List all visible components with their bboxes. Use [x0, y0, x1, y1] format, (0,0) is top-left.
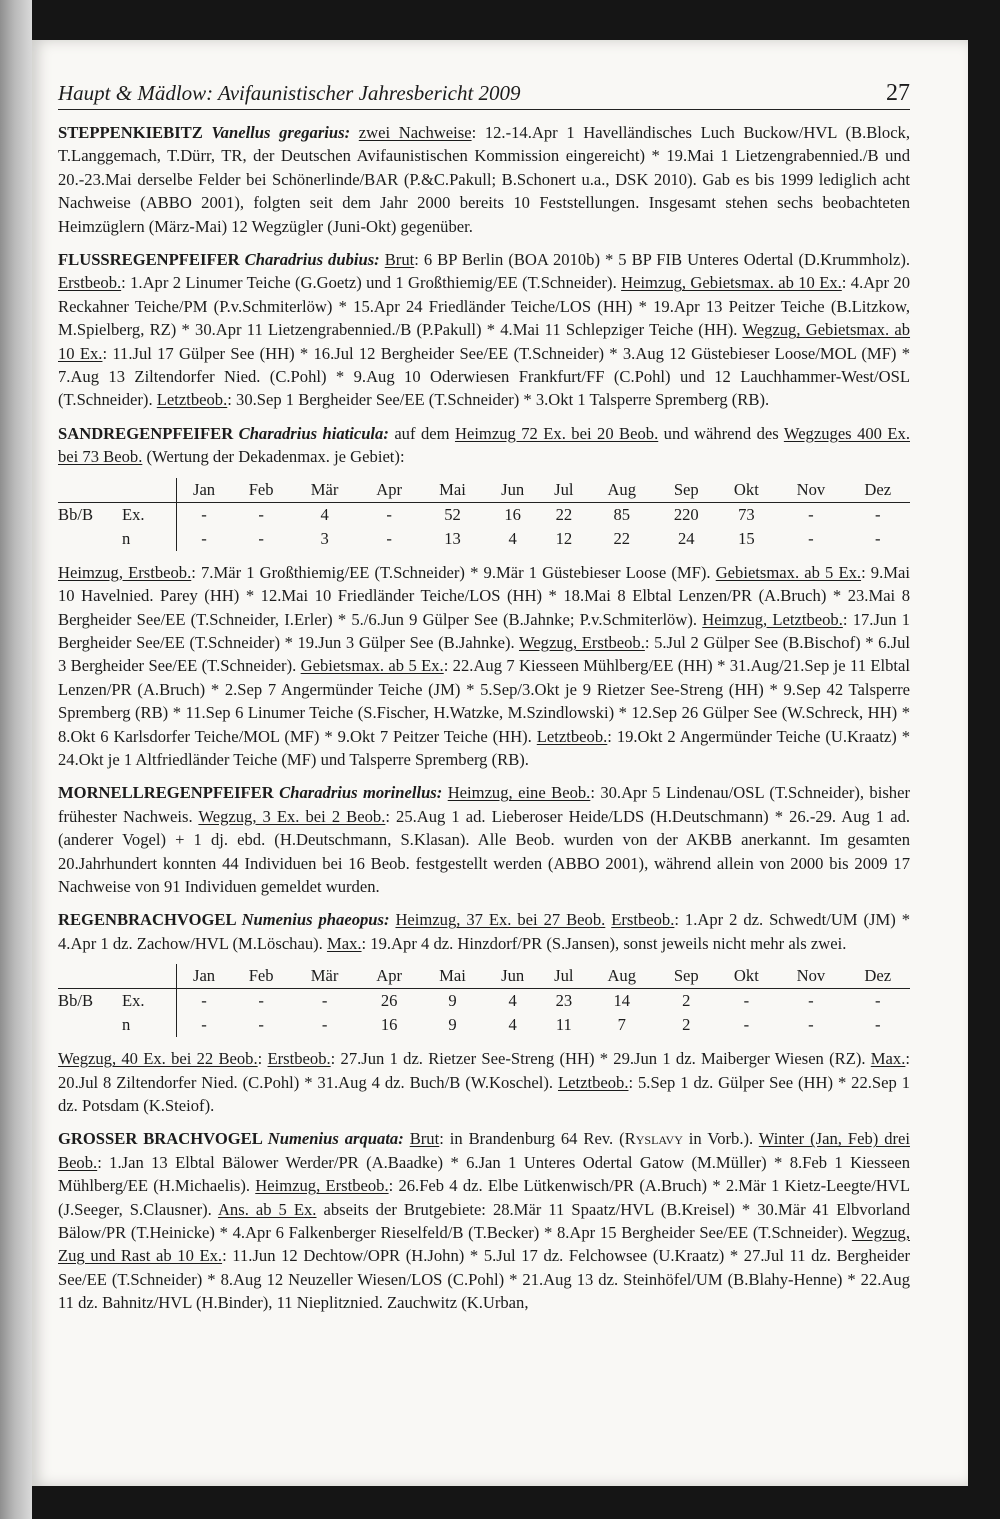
value-cell: 22 — [613, 528, 631, 548]
entry-grosser-brachvogel: GROSSER BRACHVOGEL Numenius arquata: Brut: in Brandenburg 64 Rev. (Ryslavy in Vorb.). Winter (Jan, Feb) drei Beob.: 1.Jan 13 Elbtal Bälower Werder/PR (A.Baadke) * 6.Jan 1 Unteres Odertal Gatow (M.Müller) * 8.Feb 1 Kiesseen Mühlberg/EE (H.Michaelis). Heimzug, Erstbeob.: 26.Feb 4 dz. Elbe Lütkenwisch/PR (A.Bruch) * 2.Mär 1 Kietz-Leegte/HVL (J.Seeger, S.Clausner). Ans. ab 5 Ex. abseits der Brutgebiete: 28.Mär 11 Spaatz/HVL (B.Kreisel) * 30.Mär 41 Elbvorland Bälow/PR (T.Heinicke) * 4.Apr 6 Falkenberger Rieselfeld/B (T.Becker) * 8.Apr 15 Bergheider See/EE (T.Schneider). Wegzug, Zug und Rast ab 10 Ex.: 11.Jun 12 Dechtow/OPR (H.John) * 5.Jul 17 dz. Felchowsee (U.Kraatz) * 27.Jul 11 dz. Bergheider See/EE (T.Schneider) * 8.Aug 12 Neuzeller Wiesen/LOS (C.Pohl) * 21.Aug 13 dz. Steinhöfel/UM (B.Blahy-Henne) * 22.Aug 11 dz. Bahnitz/HVL (H.Binder), 11 Nieplitznied. Zauchwitz (K.Urban, — [58, 1129, 911, 1313]
species-name: FLUSSREGENPFEIFER Charadrius dubius: — [58, 250, 380, 270]
monthly-table-sandregenpfeifer — [58, 478, 910, 551]
record-heading: Brut — [384, 250, 415, 270]
value-cell: 23 — [555, 991, 573, 1011]
value-cell: - — [201, 504, 207, 524]
value-cell: 16 — [380, 1015, 398, 1035]
month-cell: Aug — [587, 478, 656, 503]
record-heading: Winter (Jan, Feb) drei Beob. — [58, 1129, 910, 1172]
value-cell: - — [743, 1015, 750, 1035]
value-cell: 15 — [738, 528, 755, 548]
value-cell: - — [808, 991, 814, 1011]
entry-mornellregenpfeifer: MORNELLREGENPFEIFER Charadrius morinellus: Heimzug, eine Beob.: 30.Apr 5 Lindenau/OSL (T.Schneider), bisher frühester Nachweis. Wegzug, 3 Ex. bei 2 Beob.: 25.Aug 1 ad. Lieberoser Heide/LDS (H.Deutschmann) * 26.-29. Aug 1 ad. (anderer Vogel) + 1 dj. ebd. (H.Deutschmann, S.Klasan). Alle Beob. wurden von der AKBB anerkannt. Im gesamten 20.Jahrhundert konnten 44 Individuen bei 16 Beob. festgestellt werden (ABBO 2001), während allein von 2000 bis 2009 17 Nachweise von 91 Individuen gemeldet wurden. — [58, 783, 911, 896]
record-heading: Heimzug, eine Beob. — [447, 783, 591, 803]
row-label: n — [122, 1013, 177, 1037]
record-heading: Letztbeob. — [557, 1072, 629, 1092]
value-cell: 16 — [504, 504, 521, 524]
record-heading: Letztbeob. — [536, 726, 608, 746]
value-cell: - — [808, 504, 814, 524]
month-cell: Sep — [656, 964, 716, 989]
value-cell: 9 — [448, 991, 457, 1011]
month-cell: Mär — [291, 964, 358, 989]
monthly-table-regenbrachvogel — [58, 964, 910, 1037]
record-heading: Wegzug, Erstbeob. — [518, 632, 645, 652]
month-cell: Okt — [716, 478, 776, 503]
table-row — [58, 527, 910, 551]
region-cell: Bb/B — [58, 504, 94, 524]
record-heading: Wegzuges 400 Ex. bei 73 Beob. — [58, 423, 910, 467]
value-cell: 4 — [508, 528, 517, 548]
month-cell: Jan — [177, 964, 232, 989]
record-heading: zwei Nachweise — [358, 123, 472, 142]
month-cell: Mai — [420, 478, 485, 503]
value-cell: 4 — [508, 991, 517, 1011]
entry-regenbrachvogel-details: Wegzug, 40 Ex. bei 22 Beob.: Erstbeob.: 27.Jun 1 dz. Rietzer See-Streng (HH) * 29.Jun 1 dz. Maiberger Wiesen (RZ). Max.: 20.Jul 8 Ziltendorfer Nied. (C.Pohl) * 31.Aug 4 dz. Buch/B (W.Koschel). Letztbeob.: 5.Sep 1 dz. Gülper See (HH) * 22.Sep 1 dz. Potsdam (K.Steiof). — [58, 1049, 910, 1115]
month-cell: Mai — [420, 964, 485, 989]
entry-sandregenpfeifer: SANDREGENPFEIFER Charadrius hiaticula: auf dem Heimzug 72 Ex. bei 20 Beob. und während des Wegzuges 400 Ex. bei 73 Beob. (Wertung der Dekadenmax. je Gebiet): — [58, 423, 910, 467]
running-header — [58, 80, 910, 110]
record-heading: Heimzug, Gebietsmax. ab 10 Ex. — [621, 273, 842, 293]
value-cell: - — [258, 991, 264, 1011]
record-heading: Heimzug, Erstbeob. — [58, 562, 192, 582]
value-cell: - — [386, 504, 392, 524]
book-page — [32, 40, 968, 1486]
month-cell: Dez — [845, 478, 910, 503]
book-spine-shadow — [0, 0, 32, 1519]
value-cell: 26 — [380, 991, 398, 1011]
record-heading: Letztbeob. — [156, 390, 228, 410]
species-name: SANDREGENPFEIFER Charadrius hiaticula: — [58, 423, 389, 443]
month-cell: Jul — [540, 964, 587, 989]
value-cell: 73 — [738, 504, 755, 524]
month-cell: Okt — [716, 964, 776, 989]
month-cell: Jan — [177, 478, 232, 503]
species-name: STEPPENKIEBITZ Vanellus gregarius: — [58, 123, 351, 142]
region-cell: Bb/B — [58, 991, 94, 1011]
value-cell: - — [808, 528, 814, 548]
value-cell: 11 — [555, 1015, 572, 1035]
record-heading: Heimzug, 37 Ex. bei 27 Beob. — [395, 910, 606, 930]
value-cell: - — [258, 1015, 264, 1035]
table-row — [58, 502, 910, 527]
page-number: 27 — [886, 80, 910, 106]
month-cell: Apr — [358, 478, 420, 503]
record-heading: Heimzug, Erstbeob. — [255, 1176, 389, 1196]
value-cell: - — [386, 528, 392, 548]
value-cell: 14 — [613, 991, 631, 1011]
species-name: REGENBRACHVOGEL Numenius phaeopus: — [58, 910, 390, 930]
entry-sandregenpfeifer-details: Heimzug, Erstbeob.: 7.Mär 1 Großthiemig/EE (T.Schneider) * 9.Mär 1 Güstebieser Loose (MF). Gebietsmax. ab 5 Ex.: 9.Mai 10 Havelnied. Parey (HH) * 12.Mai 10 Friedländer Teiche/LOS (HH) * 18.Mai 8 Elbtal Lenzen/PR (A.Bruch) * 23.Mai 8 Bergheider See/EE (T.Schneider, I.Erler) * 5./6.Jun 9 Gülper See (B.Jahnke; P.v.Schmiterlöw). Heimzug, Letztbeob.: 17.Jun 1 Bergheider See/EE (T.Schneider) * 19.Jun 3 Gülper See (B.Jahnke). Wegzug, Erstbeob.: 5.Jul 2 Gülper See (B.Bischof) * 6.Jul 3 Bergheider See/EE (T.Schneider). Gebietsmax. ab 5 Ex.: 22.Aug 7 Kiesseen Mühlberg/EE (HH) * 31.Aug/21.Sep je 11 Elbtal Lenzen/PR (A.Bruch) * 2.Sep 7 Angermünder Teiche (JM) * 5.Sep/3.Okt je 9 Rietzer See-Streng (HH) * 9.Sep 42 Talsperre Spremberg (RB) * 11.Sep 6 Linumer Teiche (S.Fischer, H.Watzke, M.Szindlowski) * 12.Sep 26 Gülper See (W.Schreck, HH) * 8.Okt 6 Karlsdorfer Teiche/MOL (MF) * 9.Okt 7 Peitzer Teiche (HH). Letztbeob.: 19.Okt 2 Angermünder Teiche (U.Kraatz) * 24.Okt je 1 Altfriedländer Teiche (MF) und Talsperre Spremberg (RB). — [58, 562, 911, 769]
value-cell: - — [201, 528, 207, 548]
author-smallcaps: Ryslavy — [624, 1129, 683, 1149]
month-cell: Nov — [776, 478, 845, 503]
table-row — [58, 1013, 910, 1037]
entry-flussregenpfeifer: FLUSSREGENPFEIFER Charadrius dubius: Brut: 6 BP Berlin (BOA 2010b) * 5 BP FIB Unteres Odertal (D.Krummholz). Erstbeob.: 1.Apr 2 Linumer Teiche (G.Goetz) und 1 Großthiemig/EE (T.Schneider). Heimzug, Gebietsmax. ab 10 Ex.: 4.Apr 20 Reckahner Teiche/PM (P.v.Schmiterlöw) * 15.Apr 24 Friedländer Teiche/LOS (HH) * 19.Apr 13 Peitzer Teiche (B.Litzkow, M.Spielberg, RZ) * 30.Apr 11 Lietzengrabennied./B (P.Pakull) * 4.Mai 11 Schlepziger Teiche (HH). Wegzug, Gebietsmax. ab 10 Ex.: 11.Jul 17 Gülper See (HH) * 16.Jul 12 Bergheider See/EE (T.Schneider) * 3.Aug 12 Güstebieser Loose/MOL (MF) * 7.Aug 13 Ziltendorfer Nied. (C.Pohl) * 9.Aug 10 Oderwiesen Frankfurt/FF (C.Pohl) und 12 Lauchhammer-West/OSL (T.Schneider). Letztbeob.: 30.Sep 1 Bergheider See/EE (T.Schneider) * 3.Okt 1 Talsperre Spremberg (RB). — [58, 250, 911, 410]
value-cell: 4 — [508, 1015, 517, 1035]
table-header-row — [58, 964, 910, 989]
value-cell: - — [201, 991, 207, 1011]
value-cell: - — [874, 991, 881, 1011]
species-name: MORNELLREGENPFEIFER Charadrius morinellus: — [58, 783, 443, 803]
table-row — [58, 989, 910, 1014]
value-cell: 2 — [682, 1015, 691, 1035]
record-heading: Wegzug, Gebietsmax. ab 10 Ex. — [58, 320, 911, 363]
month-cell: Jun — [485, 478, 541, 503]
species-name: GROSSER BRACHVOGEL Numenius arquata: — [58, 1129, 404, 1149]
value-cell: 13 — [444, 528, 461, 548]
record-heading: Heimzug, Letztbeob. — [702, 609, 843, 629]
value-cell: 52 — [444, 504, 461, 524]
record-heading: Gebietsmax. ab 5 Ex. — [300, 656, 444, 676]
value-cell: 2 — [682, 991, 691, 1011]
record-heading: Wegzug, 40 Ex. bei 22 Beob. — [58, 1049, 258, 1069]
running-title: Haupt & Mädlow: Avifaunistischer Jahresbericht 2009 — [58, 81, 521, 105]
value-cell: - — [874, 528, 881, 548]
record-heading: Brut — [409, 1129, 440, 1149]
record-heading: Ans. ab 5 Ex. — [217, 1199, 317, 1219]
value-cell: 3 — [320, 528, 329, 548]
record-heading: Max. — [326, 933, 362, 953]
value-cell: - — [321, 1015, 328, 1035]
entry-regenbrachvogel: REGENBRACHVOGEL Numenius phaeopus: Heimzug, 37 Ex. bei 27 Beob. Erstbeob.: 1.Apr 2 dz. Schwedt/UM (JM) * 4.Apr 1 dz. Zachow/HVL (M.Löschau). Max.: 19.Apr 4 dz. Hinzdorf/PR (S.Jansen), sonst jeweils nicht mehr als zwei. — [58, 910, 910, 953]
value-cell: 220 — [673, 504, 699, 524]
value-cell: 24 — [677, 528, 695, 548]
month-cell: Apr — [358, 964, 420, 989]
month-cell: Jul — [540, 478, 587, 503]
month-cell: Mär — [291, 478, 358, 503]
entry-steppenkiebitz: STEPPENKIEBITZ Vanellus gregarius: zwei Nachweise: 12.-14.Apr 1 Havelländisches Luch Buckow/HVL (B.Block, T.Langgemach, T.Dürr, TR, der Deutschen Avifaunistischen Kommission eingereicht) * 19.Mai 1 Lietzengrabennied./B und 20.-23.Mai derselbe Felder bei Schönerlinde/BAR (P.&C.Pakull; B.Schonert u.a., DSK 2010). Gab es bis 1999 lediglich acht Nachweise (ABBO 2001), folgten seit dem Jahr 2000 bereits 10 Feststellungen. Insgesamt stehen sechs beobachteten Heimzüglern (März-Mai) 12 Wegzügler (Juni-Okt) gegenüber. — [58, 123, 910, 236]
row-label: n — [122, 527, 177, 551]
month-cell: Sep — [656, 478, 716, 503]
record-heading: Wegzug, 3 Ex. bei 2 Beob. — [198, 806, 386, 826]
value-cell: 7 — [617, 1015, 626, 1035]
value-cell: 85 — [613, 504, 631, 524]
record-heading: Heimzug 72 Ex. bei 20 Beob. — [454, 423, 659, 443]
record-heading: Gebietsmax. ab 5 Ex. — [715, 562, 862, 582]
record-heading: Erstbeob. — [267, 1049, 331, 1069]
row-label: Ex. — [122, 502, 177, 527]
table-header-row — [58, 478, 910, 503]
value-cell: - — [258, 504, 264, 524]
page-content — [58, 80, 910, 1315]
record-heading: Erstbeob. — [58, 273, 122, 293]
month-cell: Feb — [231, 478, 291, 503]
month-cell: Jun — [485, 964, 541, 989]
value-cell: - — [874, 1015, 881, 1035]
month-cell: Nov — [776, 964, 845, 989]
month-cell: Aug — [587, 964, 656, 989]
month-cell: Dez — [845, 964, 910, 989]
value-cell: - — [258, 528, 264, 548]
value-cell: 9 — [448, 1015, 457, 1035]
value-cell: 22 — [555, 504, 573, 524]
value-cell: 12 — [555, 528, 573, 548]
value-cell: - — [321, 991, 328, 1011]
record-heading: Max. — [870, 1049, 906, 1069]
value-cell: - — [874, 504, 881, 524]
row-label: Ex. — [122, 989, 177, 1014]
month-cell: Feb — [231, 964, 291, 989]
value-cell: - — [201, 1015, 207, 1035]
value-cell: 4 — [320, 504, 329, 524]
record-heading: Wegzug, Zug und Rast ab 10 Ex. — [58, 1223, 910, 1266]
value-cell: - — [808, 1015, 814, 1035]
record-heading: Erstbeob. — [611, 910, 675, 930]
value-cell: - — [743, 991, 750, 1011]
